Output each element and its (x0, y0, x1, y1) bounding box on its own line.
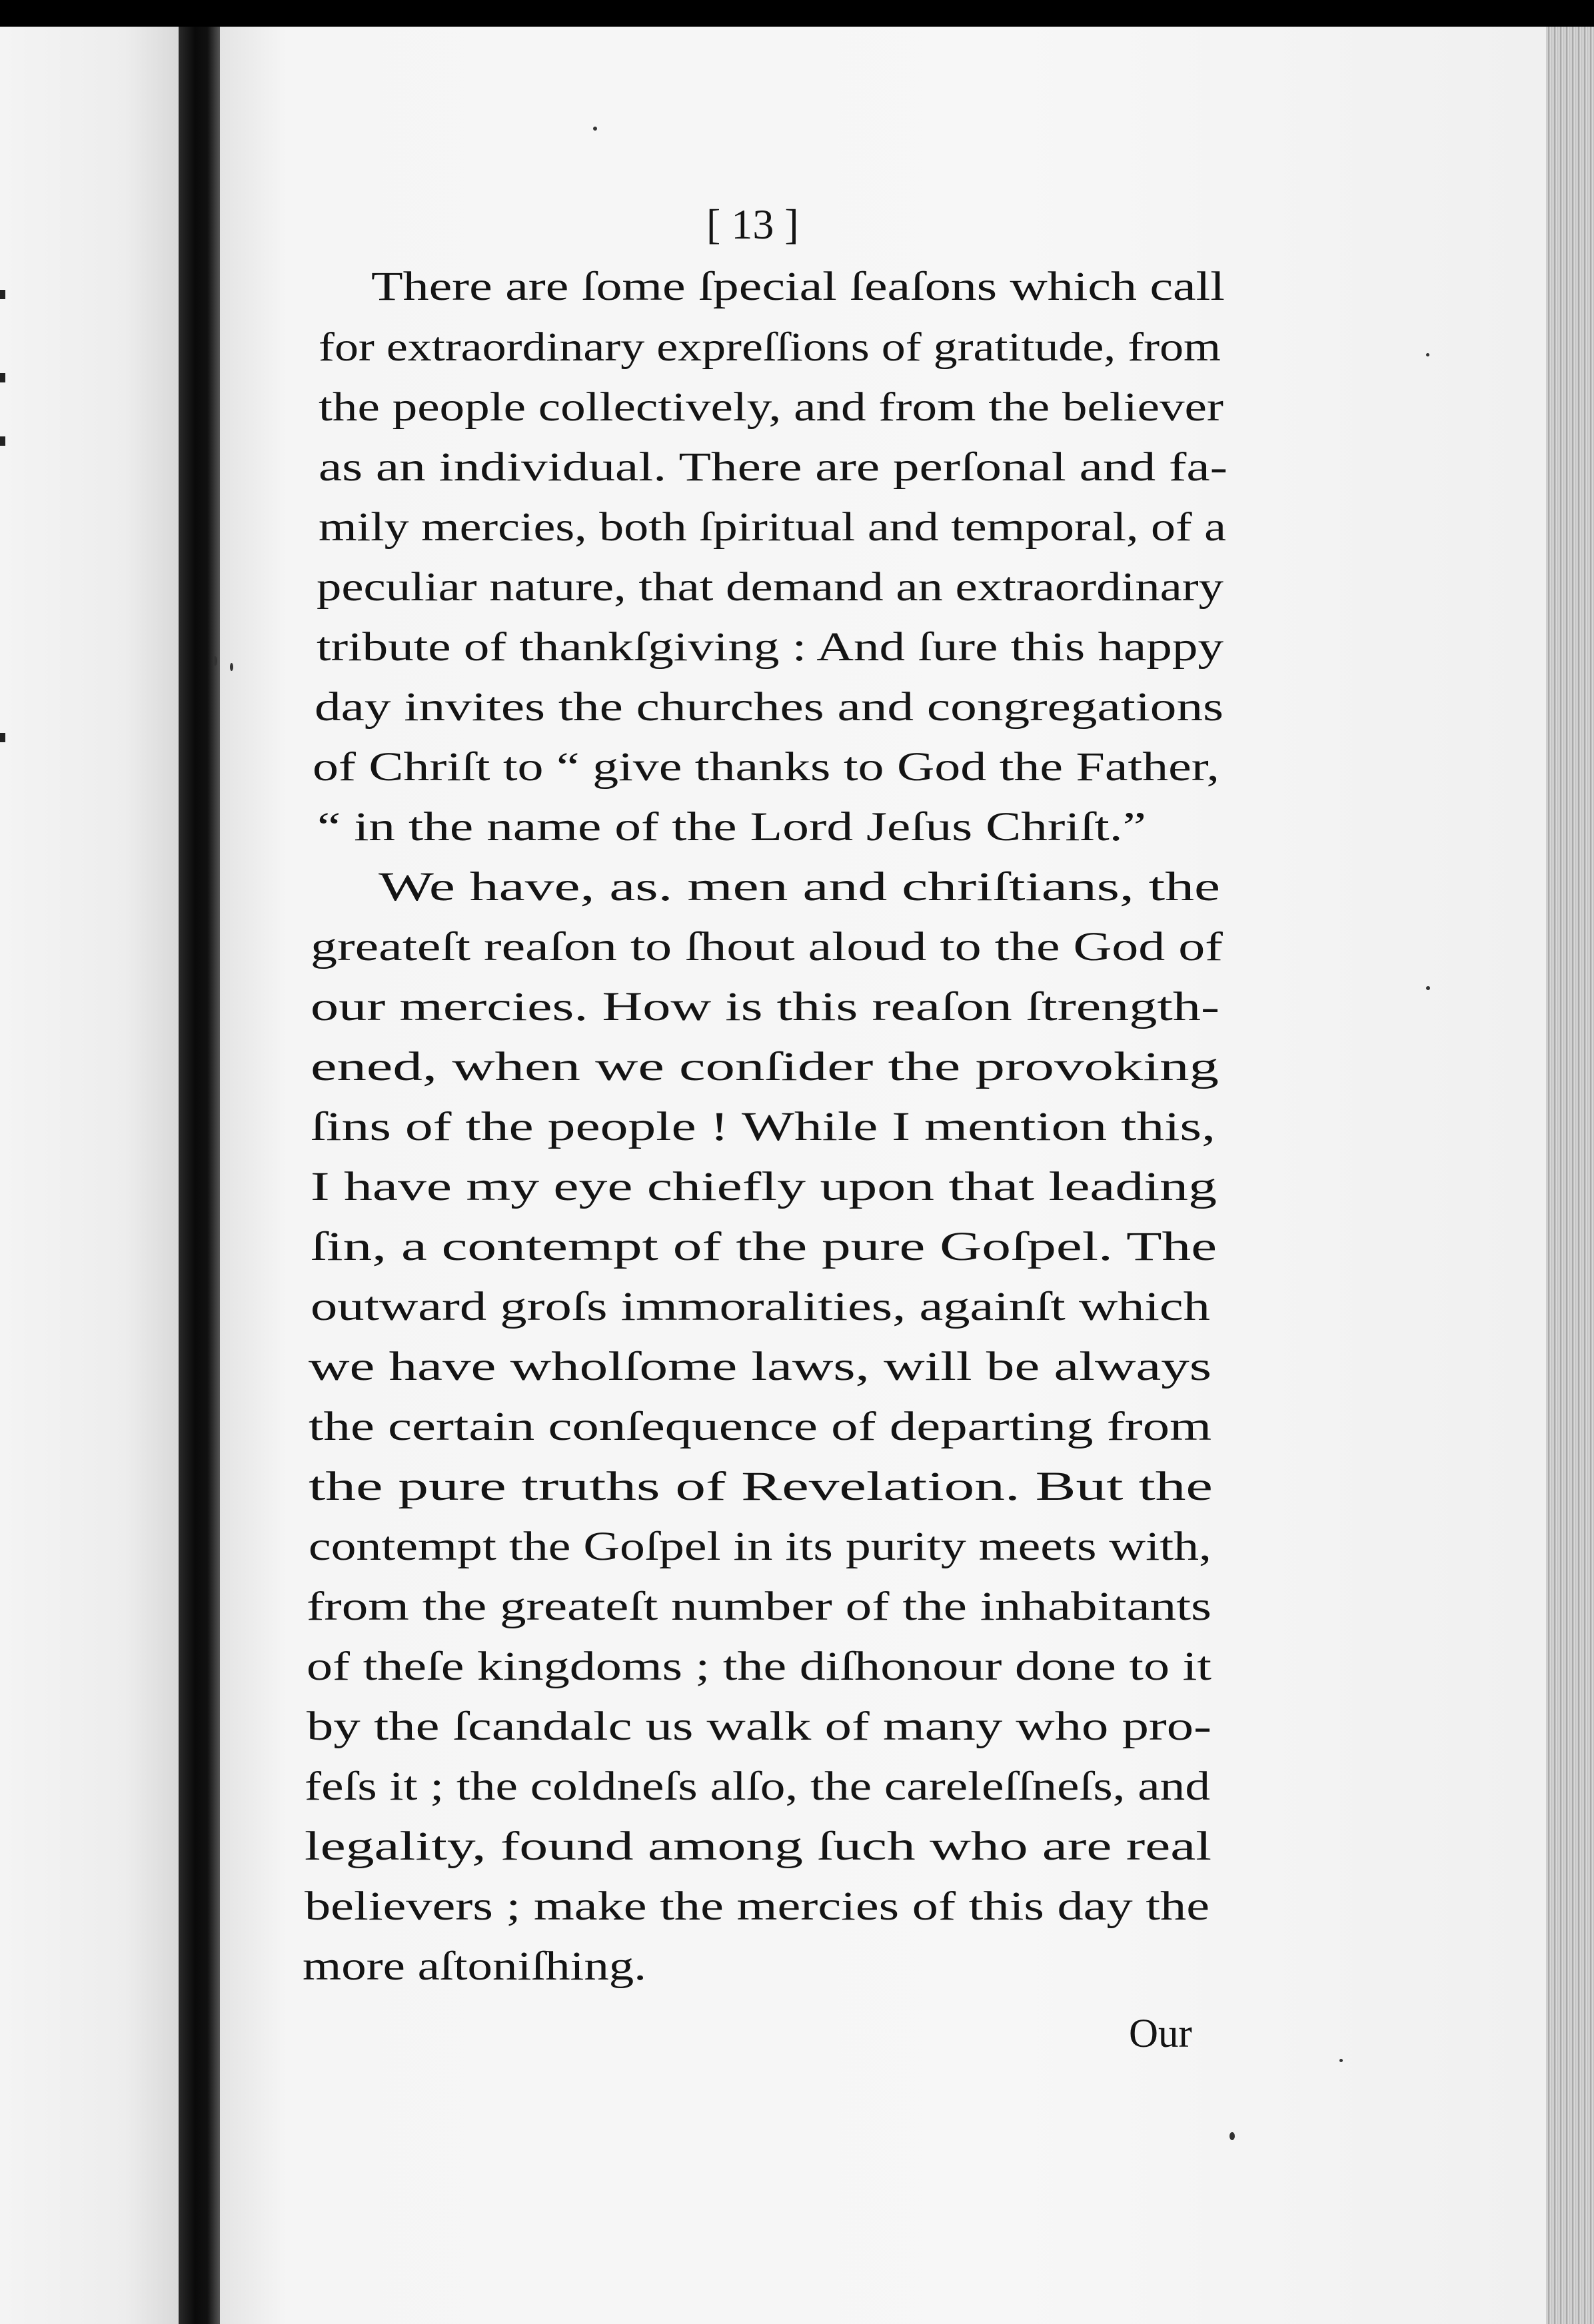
bleed-mark (0, 436, 5, 446)
text-line: contempt the Goſpel in its purity meets with, (309, 1524, 1211, 1569)
bleed-mark (0, 290, 5, 299)
text-line: ſin, a contempt of the pure Goſpel. The (311, 1225, 1217, 1269)
text-line: we have wholſome laws, will be always (309, 1345, 1211, 1389)
text-line: as an individual. There are perſonal and fa- (319, 445, 1227, 490)
text-line: We have, as. men and chriſtians, the (379, 865, 1221, 909)
text-line: the pure truths of Revelation. But the (309, 1464, 1213, 1509)
text-line: our mercies. How is this reaſon ſtrength- (311, 985, 1220, 1029)
text-line: of Chriſt to “ give thanks to God the Father, (313, 745, 1220, 790)
text-line: ſins of the people ! While I mention this, (311, 1105, 1216, 1149)
paper-speck (213, 656, 217, 666)
text-line: “ in the name of the Lord Jeſus Chriſt.” (317, 805, 1146, 850)
paper-speck (1426, 986, 1430, 990)
text-line: outward groſs immoralities, againſt which (311, 1285, 1210, 1329)
paper-speck (230, 663, 233, 671)
text-line: peculiar nature, that demand an extraordinary (317, 565, 1224, 610)
text-line: day invites the churches and congregations (315, 685, 1224, 730)
top-border (0, 0, 1594, 27)
text-line: mily mercies, both ſpiritual and temporal, of a (319, 505, 1226, 550)
text-line: the certain conſequence of departing from (309, 1405, 1212, 1449)
paper-speck (593, 127, 597, 131)
bleed-mark (0, 373, 5, 382)
paper-speck (1339, 2059, 1343, 2062)
text-line: by the ſcandalc us walk of many who pro- (307, 1704, 1212, 1749)
facing-page-edge (0, 27, 179, 2324)
page-number: [ 13 ] (706, 201, 799, 248)
text-line: ened, when we conſider the provoking (311, 1045, 1219, 1089)
text-line: from the greateſt number of the inhabitants (307, 1584, 1211, 1629)
text-line: feſs it ; the coldneſs alſo, the careleſſneſs, and (305, 1764, 1210, 1809)
text-line: more aſtoniſhing. (303, 1944, 646, 1989)
binding-gutter (179, 27, 220, 2324)
text-line: I have my eye chiefly upon that leading (311, 1165, 1217, 1209)
page-fore-edge (1546, 27, 1594, 2324)
text-line: the people collectively, and from the believer (319, 385, 1223, 430)
paper-speck (1229, 2132, 1235, 2140)
catchword: Our (1129, 2012, 1192, 2056)
text-line: greateſt reaſon to ſhout aloud to the God of (311, 925, 1223, 969)
bleed-mark (0, 733, 5, 742)
paper-speck (1426, 353, 1429, 356)
text-line: tribute of thankſgiving : And ſure this happy (317, 625, 1224, 670)
text-line: believers ; make the mercies of this day the (305, 1884, 1209, 1929)
text-line: for extraordinary expreſſions of gratitude, from (319, 325, 1221, 370)
text-line: There are ſome ſpecial ſeaſons which call (371, 265, 1225, 309)
text-line: legality, found among ſuch who are real (305, 1824, 1212, 1869)
text-line: of theſe kingdoms ; the diſhonour done to it (307, 1644, 1211, 1689)
